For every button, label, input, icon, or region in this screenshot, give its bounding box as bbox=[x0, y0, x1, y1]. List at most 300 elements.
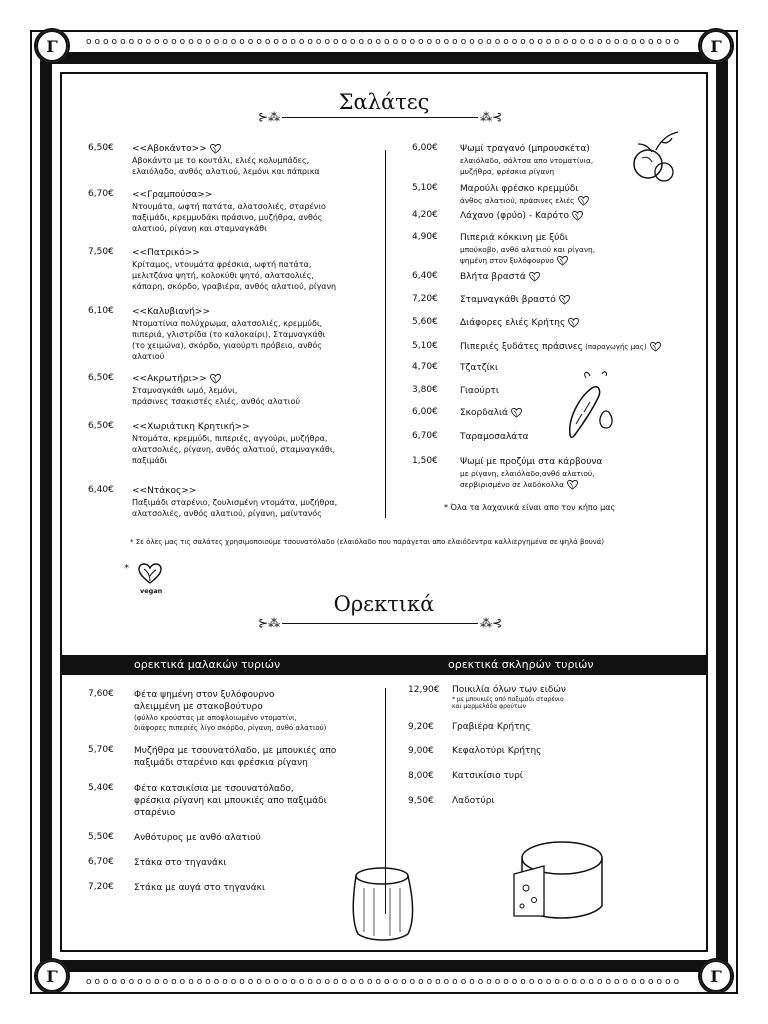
bead-ornament: o bbox=[486, 37, 493, 47]
bead-ornament: o bbox=[45, 693, 51, 703]
bead-ornament: o bbox=[717, 469, 723, 479]
bead-ornament: o bbox=[717, 287, 723, 297]
bead-ornament: o bbox=[426, 977, 434, 987]
bead-ornament: o bbox=[435, 977, 442, 987]
item-name: <<Αβοκάντο>> bbox=[132, 144, 207, 154]
bead-ornament: o bbox=[196, 37, 204, 47]
menu-item bbox=[88, 857, 378, 869]
bead-ornament: o bbox=[717, 497, 723, 507]
vegan-legend: * vegan bbox=[124, 563, 163, 595]
menu-item bbox=[408, 771, 688, 782]
bead-ornament: o bbox=[188, 977, 195, 987]
bead-ornament: o bbox=[188, 37, 195, 47]
bead-ornament: o bbox=[717, 217, 723, 227]
bead-ornament: o bbox=[639, 977, 647, 987]
cucumber-garlic-illustration-icon bbox=[562, 368, 624, 444]
bead-ornament: o bbox=[45, 917, 51, 927]
bead-ornament: o bbox=[418, 37, 425, 47]
bead-ornament: o bbox=[656, 977, 664, 987]
appetizers-title: Ορεκτικά bbox=[333, 592, 435, 616]
item-description: ελαιόλαδο, ανθός αλατιού, λεμόνι και πάπρικα bbox=[132, 167, 320, 176]
bead-ornament: o bbox=[537, 37, 544, 47]
bead-ornament: o bbox=[673, 37, 681, 47]
bead-ornament: o bbox=[332, 37, 340, 47]
bead-ornament: o bbox=[571, 977, 578, 987]
bead-ornament: o bbox=[45, 329, 51, 339]
bead-ornament: o bbox=[717, 203, 723, 213]
bead-ornament: o bbox=[230, 37, 238, 47]
menu-item bbox=[88, 247, 378, 292]
bead-ornament: o bbox=[717, 329, 723, 339]
bead-ornament: o bbox=[717, 693, 723, 703]
bead-ornament: o bbox=[358, 37, 366, 47]
bead-ornament: o bbox=[562, 977, 570, 987]
bead-ornament: o bbox=[137, 977, 144, 987]
bead-ornament: o bbox=[171, 37, 178, 47]
bead-ornament: o bbox=[45, 133, 51, 143]
bead-ornament: o bbox=[324, 977, 331, 987]
bead-ornament: o bbox=[717, 175, 723, 185]
menu-item bbox=[88, 373, 378, 407]
bead-ornament: o bbox=[717, 721, 723, 731]
vegan-heart-icon bbox=[650, 342, 661, 352]
cheese-wedge-illustration-icon bbox=[508, 836, 608, 930]
item-price: 7,60€ bbox=[88, 689, 114, 699]
bead-ornament: o bbox=[290, 37, 297, 47]
bead-border-bottom bbox=[86, 976, 682, 988]
divider-flourish-icon: ⊱⁂ ⁂⊰ bbox=[258, 110, 503, 124]
item-name: Σταμναγκάθι βραστό bbox=[460, 295, 556, 305]
bead-ornament: o bbox=[45, 581, 51, 591]
item-description: άνθος αλατιού, πράσινες ελιές bbox=[460, 195, 702, 206]
bead-ornament: o bbox=[511, 977, 519, 987]
cheese-header-band bbox=[62, 655, 706, 675]
item-name: αλειμμένη με στακοβούτυρο bbox=[134, 702, 263, 712]
bead-ornament: o bbox=[717, 889, 723, 899]
bead-ornament: o bbox=[120, 977, 127, 987]
bead-ornament: o bbox=[520, 37, 527, 47]
bead-ornament: o bbox=[717, 455, 723, 465]
bead-ornament: o bbox=[341, 37, 348, 47]
item-description: Παξιμάδι σταρένιο, ζουλισμένη ντομάτα, μυζήθρα, bbox=[132, 498, 338, 507]
menu-item bbox=[88, 745, 378, 769]
bead-ornament: o bbox=[45, 833, 51, 843]
menu-item bbox=[408, 796, 688, 807]
bead-ornament: o bbox=[622, 37, 629, 47]
menu-item bbox=[412, 341, 702, 353]
item-description: Ντομάτα, κρεμμύδι, πιπεριές, αγγούρι, μυζήθρα, bbox=[132, 434, 328, 443]
item-description: αλατσολιές, ρίγανη, ανθός αλατιού, σταμναγκάθι, bbox=[132, 445, 336, 454]
bead-ornament: o bbox=[45, 749, 51, 759]
bead-ornament: o bbox=[443, 37, 451, 47]
bead-ornament: o bbox=[45, 903, 51, 913]
bead-ornament: o bbox=[103, 977, 110, 987]
bead-ornament: o bbox=[717, 917, 723, 927]
item-price: 8,00€ bbox=[408, 771, 434, 781]
bead-ornament: o bbox=[588, 977, 595, 987]
bead-ornament: o bbox=[409, 977, 417, 987]
bead-ornament: o bbox=[494, 37, 502, 47]
item-name: Ταραμοσαλάτα bbox=[460, 432, 529, 442]
bead-ornament: o bbox=[45, 763, 51, 773]
bead-ornament: o bbox=[45, 273, 51, 283]
bead-ornament: o bbox=[45, 511, 51, 521]
bead-ornament: o bbox=[717, 315, 723, 325]
bead-ornament: o bbox=[717, 161, 723, 171]
bead-ornament: o bbox=[307, 977, 314, 987]
bead-ornament: o bbox=[528, 37, 536, 47]
item-description: διάφορες πιπεριές λίγο σκόρδο, ρίγανη, ανθό αλατιού) bbox=[134, 724, 327, 732]
item-name: Ψωμί τραγανό (μπρουσκέτα) bbox=[460, 144, 590, 154]
bead-border-right bbox=[714, 76, 726, 956]
bead-ornament: o bbox=[256, 977, 263, 987]
bead-ornament: o bbox=[145, 37, 153, 47]
bead-ornament: o bbox=[596, 37, 604, 47]
vegan-heart-icon bbox=[568, 318, 579, 328]
bead-ornament: o bbox=[717, 581, 723, 591]
bead-ornament: o bbox=[111, 37, 119, 47]
bead-ornament: o bbox=[273, 37, 280, 47]
bead-ornament: o bbox=[717, 553, 723, 563]
item-suffix: (παραγωγής μας) bbox=[582, 343, 647, 351]
bead-ornament: o bbox=[256, 37, 263, 47]
item-price: 5,10€ bbox=[412, 341, 438, 351]
bead-ornament: o bbox=[717, 189, 723, 199]
bead-ornament: o bbox=[717, 91, 723, 101]
item-description: αλατιού bbox=[132, 352, 165, 361]
bead-ornament: o bbox=[298, 37, 306, 47]
bead-ornament: o bbox=[665, 977, 672, 987]
bead-ornament: o bbox=[605, 977, 612, 987]
bead-ornament: o bbox=[290, 977, 297, 987]
corner-logo-icon: Γ bbox=[698, 28, 734, 64]
bead-ornament: o bbox=[622, 977, 629, 987]
salads-title: Σαλάτες bbox=[338, 90, 430, 114]
bead-ornament: o bbox=[511, 37, 519, 47]
bead-ornament: o bbox=[392, 37, 400, 47]
vegan-heart-icon bbox=[557, 256, 568, 266]
bead-ornament: o bbox=[45, 469, 51, 479]
bead-ornament: o bbox=[45, 665, 51, 675]
item-description: πράσινες τσακιστές ελιές, ανθός αλατιού bbox=[132, 397, 300, 406]
vegan-heart-icon bbox=[567, 480, 578, 490]
bead-ornament: o bbox=[45, 245, 51, 255]
item-price: 7,20€ bbox=[88, 882, 114, 892]
item-price: 5,40€ bbox=[88, 783, 114, 793]
bead-ornament: o bbox=[45, 147, 51, 157]
bead-ornament: o bbox=[94, 977, 102, 987]
item-price: 6,00€ bbox=[412, 143, 438, 153]
item-name: Κεφαλοτύρι Κρήτης bbox=[452, 746, 542, 756]
bead-ornament: o bbox=[45, 889, 51, 899]
bead-ornament: o bbox=[145, 977, 153, 987]
item-name: Ποικιλία όλων των ειδών bbox=[452, 685, 566, 695]
item-price: 5,70€ bbox=[88, 745, 114, 755]
bead-ornament: o bbox=[315, 37, 323, 47]
bead-ornament: o bbox=[717, 147, 723, 157]
bead-ornament: o bbox=[631, 37, 638, 47]
vegan-heart-icon bbox=[559, 295, 570, 305]
bead-ornament: o bbox=[443, 977, 451, 987]
menu-item bbox=[408, 746, 688, 757]
bead-ornament: o bbox=[358, 977, 366, 987]
bead-ornament: o bbox=[717, 525, 723, 535]
bead-ornament: o bbox=[45, 805, 51, 815]
bead-ornament: o bbox=[648, 977, 655, 987]
bead-ornament: o bbox=[45, 707, 51, 717]
item-name: Τζατζίκι bbox=[460, 363, 499, 373]
menu-item bbox=[408, 722, 688, 733]
bead-ornament: o bbox=[717, 245, 723, 255]
garden-note: * Όλα τα λαχανικά είναι απο τον κήπο μας bbox=[444, 503, 616, 512]
menu-item bbox=[88, 306, 378, 362]
bead-ornament: o bbox=[179, 37, 187, 47]
item-price: 6,10€ bbox=[88, 306, 114, 316]
item-price: 6,70€ bbox=[88, 189, 114, 199]
menu-item bbox=[88, 143, 378, 177]
bead-ornament: o bbox=[45, 567, 51, 577]
bead-ornament: o bbox=[717, 343, 723, 353]
bead-ornament: o bbox=[717, 609, 723, 619]
bead-ornament: o bbox=[545, 977, 553, 987]
bead-ornament: o bbox=[45, 847, 51, 857]
bead-ornament: o bbox=[45, 721, 51, 731]
menu-item bbox=[88, 189, 378, 234]
bead-ornament: o bbox=[45, 609, 51, 619]
item-price: 7,50€ bbox=[88, 247, 114, 257]
bead-ornament: o bbox=[324, 37, 331, 47]
bead-ornament: o bbox=[717, 735, 723, 745]
bead-ornament: o bbox=[717, 427, 723, 437]
bead-ornament: o bbox=[717, 371, 723, 381]
item-name: Ανθότυρος με ανθό αλατιού bbox=[134, 833, 261, 843]
item-description: * με μπουκιές από παξιμάδι σταρένιο bbox=[452, 696, 564, 703]
item-description: πιπεριά, γλιστρίδα (το καλοκαίρι), Σταμναγκάθι bbox=[132, 330, 326, 339]
bead-ornament: o bbox=[230, 977, 238, 987]
item-name: <<Χωριάτικη Κρητική>> bbox=[132, 422, 250, 432]
menu-item bbox=[412, 317, 702, 329]
bead-ornament: o bbox=[717, 301, 723, 311]
bead-ornament: o bbox=[45, 357, 51, 367]
bead-ornament: o bbox=[213, 977, 221, 987]
bead-ornament: o bbox=[45, 553, 51, 563]
bead-ornament: o bbox=[103, 37, 110, 47]
menu-item bbox=[412, 210, 702, 222]
bead-ornament: o bbox=[717, 623, 723, 633]
bead-ornament: o bbox=[554, 37, 561, 47]
bead-ornament: o bbox=[45, 217, 51, 227]
bead-ornament: o bbox=[45, 77, 51, 87]
bead-ornament: o bbox=[562, 37, 570, 47]
bead-ornament: o bbox=[45, 189, 51, 199]
bead-ornament: o bbox=[717, 539, 723, 549]
bead-ornament: o bbox=[528, 977, 536, 987]
bead-ornament: o bbox=[137, 37, 144, 47]
bead-ornament: o bbox=[281, 977, 289, 987]
bead-ornament: o bbox=[717, 273, 723, 283]
corner-logo-icon: Γ bbox=[698, 958, 734, 994]
menu-item bbox=[408, 685, 688, 710]
item-price: 6,50€ bbox=[88, 373, 114, 383]
bead-ornament: o bbox=[128, 977, 136, 987]
bead-ornament: o bbox=[239, 37, 246, 47]
cheese-wheel-illustration-icon bbox=[346, 862, 420, 944]
bead-ornament: o bbox=[239, 977, 246, 987]
item-price: 6,50€ bbox=[88, 421, 114, 431]
item-description: παξιμάδι bbox=[132, 456, 168, 465]
bead-ornament: o bbox=[717, 511, 723, 521]
bead-ornament: o bbox=[45, 791, 51, 801]
bead-ornament: o bbox=[45, 735, 51, 745]
item-price: 4,70€ bbox=[412, 362, 438, 372]
item-price: 6,50€ bbox=[88, 143, 114, 153]
bead-ornament: o bbox=[717, 847, 723, 857]
column-divider bbox=[385, 150, 386, 518]
item-description: Ντοματίνια πολύχρωμα, αλατσολιές, κρεμμύδι, bbox=[132, 319, 323, 328]
bead-ornament: o bbox=[717, 749, 723, 759]
bead-ornament: o bbox=[717, 133, 723, 143]
item-name: Πιπεριά κόκκινη με ξύδι bbox=[460, 233, 568, 243]
bead-ornament: o bbox=[717, 441, 723, 451]
vegan-heart-icon bbox=[511, 408, 522, 418]
item-description: Σταμναγκάθι ωμό, λεμόνι, bbox=[132, 386, 238, 395]
bead-ornament: o bbox=[717, 777, 723, 787]
bead-ornament: o bbox=[45, 483, 51, 493]
tomato-illustration-icon bbox=[626, 128, 682, 188]
bead-ornament: o bbox=[45, 301, 51, 311]
bead-ornament: o bbox=[45, 637, 51, 647]
item-name: Φέτα ψημένη στον ξυλόφουρνο bbox=[134, 690, 275, 700]
bead-ornament: o bbox=[613, 37, 621, 47]
bead-ornament: o bbox=[717, 833, 723, 843]
bead-ornament: o bbox=[45, 427, 51, 437]
vegan-heart-icon bbox=[578, 196, 589, 206]
bead-ornament: o bbox=[247, 37, 255, 47]
bead-ornament: o bbox=[179, 977, 187, 987]
bead-ornament: o bbox=[717, 875, 723, 885]
item-name: <<Καλυβιανή>> bbox=[132, 307, 210, 317]
menu-item bbox=[88, 485, 378, 519]
item-name: Στάκα στο τηγανάκι bbox=[134, 858, 227, 868]
item-price: 5,10€ bbox=[412, 183, 438, 193]
bead-ornament: o bbox=[537, 977, 544, 987]
bead-ornament: o bbox=[717, 819, 723, 829]
item-price: 9,00€ bbox=[408, 746, 434, 756]
bead-ornament: o bbox=[205, 977, 212, 987]
bead-ornament: o bbox=[45, 497, 51, 507]
bead-ornament: o bbox=[613, 977, 621, 987]
bead-ornament: o bbox=[717, 385, 723, 395]
menu-item bbox=[412, 456, 702, 490]
bead-ornament: o bbox=[717, 399, 723, 409]
bead-ornament: o bbox=[162, 37, 170, 47]
item-description: με ρίγανη, ελαιόλαδο,ανθό αλατιού, bbox=[460, 469, 595, 478]
bead-ornament: o bbox=[717, 105, 723, 115]
bead-ornament: o bbox=[349, 37, 357, 47]
item-name: Λαδοτύρι bbox=[452, 796, 495, 806]
bead-ornament: o bbox=[45, 105, 51, 115]
vegan-heart-icon bbox=[210, 374, 221, 384]
bead-ornament: o bbox=[426, 37, 434, 47]
menu-item bbox=[412, 431, 702, 443]
item-name: <<Γραμπούσα>> bbox=[132, 190, 213, 200]
bead-ornament: o bbox=[111, 977, 119, 987]
item-name: Διάφορες ελιές Κρήτης bbox=[460, 318, 566, 328]
item-price: 3,80€ bbox=[412, 385, 438, 395]
bead-ornament: o bbox=[45, 455, 51, 465]
bead-border-top bbox=[86, 36, 682, 48]
bead-ornament: o bbox=[717, 679, 723, 689]
bead-ornament: o bbox=[673, 977, 681, 987]
bead-ornament: o bbox=[298, 977, 306, 987]
bead-ornament: o bbox=[154, 37, 161, 47]
bead-ornament: o bbox=[45, 259, 51, 269]
item-price: 9,20€ bbox=[408, 722, 434, 732]
bead-ornament: o bbox=[717, 567, 723, 577]
bead-ornament: o bbox=[45, 287, 51, 297]
bead-ornament: o bbox=[45, 651, 51, 661]
item-price: 5,50€ bbox=[88, 832, 114, 842]
vegan-heart-icon bbox=[529, 272, 540, 282]
item-price: 5,60€ bbox=[412, 317, 438, 327]
oil-note: * Σε όλες μας τις σαλάτες χρησιμοποιούμε τσουνατόλαδο (ελαιόλαδο που παράγεται απο ελαιόδεντρα καλλιεργημένα σε ψηλά βουνά) bbox=[130, 538, 605, 546]
bead-ornament: o bbox=[477, 977, 485, 987]
bead-ornament: o bbox=[401, 37, 408, 47]
menu-item bbox=[412, 271, 702, 283]
item-description: σερβιρισμένο σε λαδόκολλα bbox=[460, 479, 702, 490]
bead-ornament: o bbox=[460, 977, 468, 987]
item-description: μπούκοβο, ανθό αλατιού και ρίγανη, bbox=[460, 245, 596, 254]
menu-item bbox=[412, 362, 702, 374]
bead-ornament: o bbox=[375, 977, 383, 987]
bead-ornament: o bbox=[631, 977, 638, 987]
bead-ornament: o bbox=[717, 931, 723, 941]
corner-logo-icon: Γ bbox=[34, 958, 70, 994]
item-price: 6,40€ bbox=[88, 485, 114, 495]
bead-ornament: o bbox=[418, 977, 425, 987]
bead-ornament: o bbox=[717, 805, 723, 815]
bead-ornament: o bbox=[717, 595, 723, 605]
bead-ornament: o bbox=[45, 875, 51, 885]
bead-ornament: o bbox=[222, 977, 229, 987]
item-name: Λάχανο (φρύο) - Καρότο bbox=[460, 211, 569, 221]
bead-ornament: o bbox=[205, 37, 212, 47]
bead-ornament: o bbox=[486, 977, 493, 987]
item-name: παξιμάδι σταρένιο και φρέσκια ρίγανη bbox=[134, 758, 308, 768]
bead-ornament: o bbox=[639, 37, 647, 47]
bead-ornament: o bbox=[45, 861, 51, 871]
bead-ornament: o bbox=[45, 399, 51, 409]
menu-item bbox=[88, 832, 378, 844]
bead-ornament: o bbox=[45, 315, 51, 325]
item-price: 7,20€ bbox=[412, 294, 438, 304]
bead-ornament: o bbox=[588, 37, 595, 47]
bead-ornament: o bbox=[264, 977, 272, 987]
bead-ornament: o bbox=[503, 37, 510, 47]
bead-ornament: o bbox=[86, 977, 93, 987]
bead-ornament: o bbox=[554, 977, 561, 987]
menu-item bbox=[88, 783, 378, 819]
bead-ornament: o bbox=[717, 665, 723, 675]
bead-ornament: o bbox=[452, 37, 459, 47]
item-name: Βλήτα βραστά bbox=[460, 272, 526, 282]
bead-ornament: o bbox=[717, 707, 723, 717]
item-price: 4,90€ bbox=[412, 232, 438, 242]
item-name: Φέτα κατσικίσια με τσουνατόλαδο, bbox=[134, 784, 294, 794]
soft-cheese-header: ορεκτικά μαλακών τυριών bbox=[134, 658, 281, 671]
bead-ornament: o bbox=[656, 37, 664, 47]
bead-ornament: o bbox=[717, 791, 723, 801]
